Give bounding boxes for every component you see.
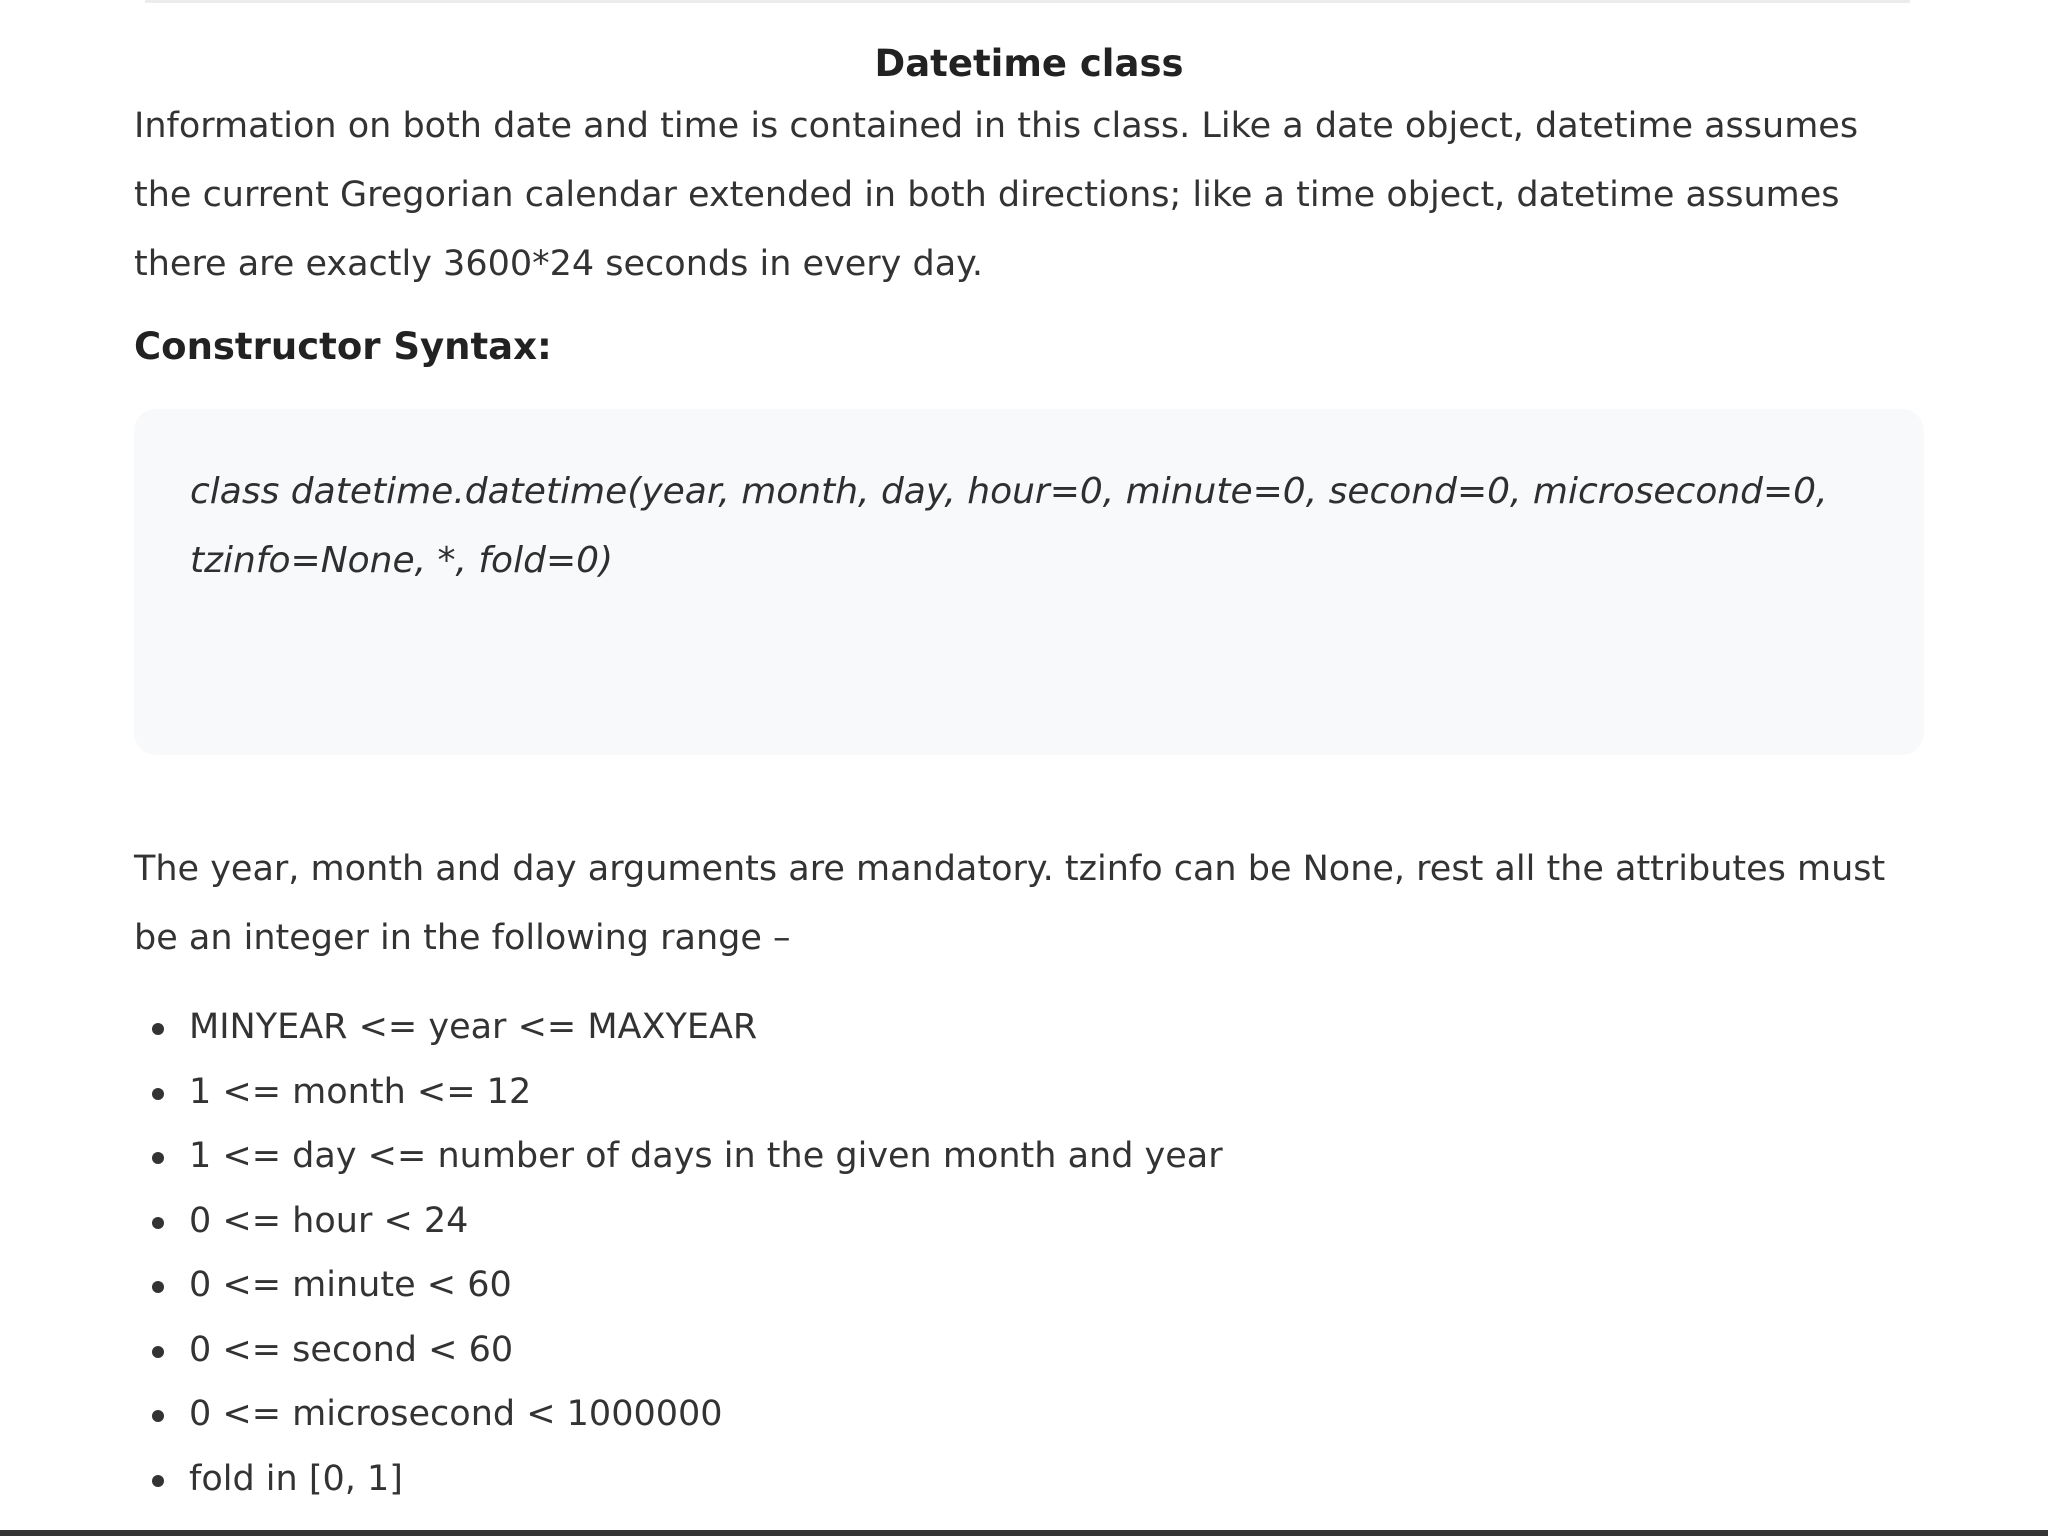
bottom-bar [0,1530,2048,1536]
bullet-icon [152,1023,164,1035]
list-item [134,1382,1924,1447]
arguments-paragraph: The year, month and day arguments are mandatory. tzinfo can be None, rest all the attributes must be an integer in the following range – [134,849,1886,958]
bullet-icon [152,1475,164,1487]
constructor-signature: class datetime.datetime(year, month, day, hour=0, minute=0, second=0, microsecond=0, tzinfo=None, *, fold=0) [190,471,1828,581]
bullet-icon [152,1346,164,1358]
code-block [134,409,1924,755]
bullet-icon [152,1088,164,1100]
list-item-text: MINYEAR <= year <= MAXYEAR [189,1007,758,1047]
intro-paragraph: Information on both date and time is contained in this class. Like a date object, datetime assumes the current Gregorian calendar extended in both directions; like a time object, datetime assumes there are exactly 3600*24 seconds in every day. [134,106,1859,284]
list-item-text: 1 <= month <= 12 [189,1071,532,1112]
list-item [134,1253,1924,1318]
constructor-heading: Constructor Syntax: [134,325,552,368]
bullet-icon [152,1152,164,1164]
range-list [134,995,1924,1511]
list-item [134,1447,1924,1512]
section-title: Datetime class [874,42,1184,85]
list-item [134,1124,1924,1189]
list-item-text: 1 <= day <= number of days in the given month and year [189,1136,1223,1176]
list-item-text: fold in [0, 1] [189,1458,403,1499]
list-item [134,995,1924,1060]
list-item-text: 0 <= minute < 60 [189,1265,512,1305]
list-item [134,1318,1924,1383]
bullet-icon [152,1410,164,1422]
article-content [134,36,1924,1511]
list-item [134,1189,1924,1254]
list-item-text: 0 <= microsecond < 1000000 [189,1394,723,1434]
list-item [134,1060,1924,1125]
list-item-text: 0 <= second < 60 [189,1329,514,1370]
list-item-text: 0 <= hour < 24 [189,1200,469,1241]
bullet-icon [152,1217,164,1229]
top-divider [145,0,1910,3]
bullet-icon [152,1281,164,1293]
